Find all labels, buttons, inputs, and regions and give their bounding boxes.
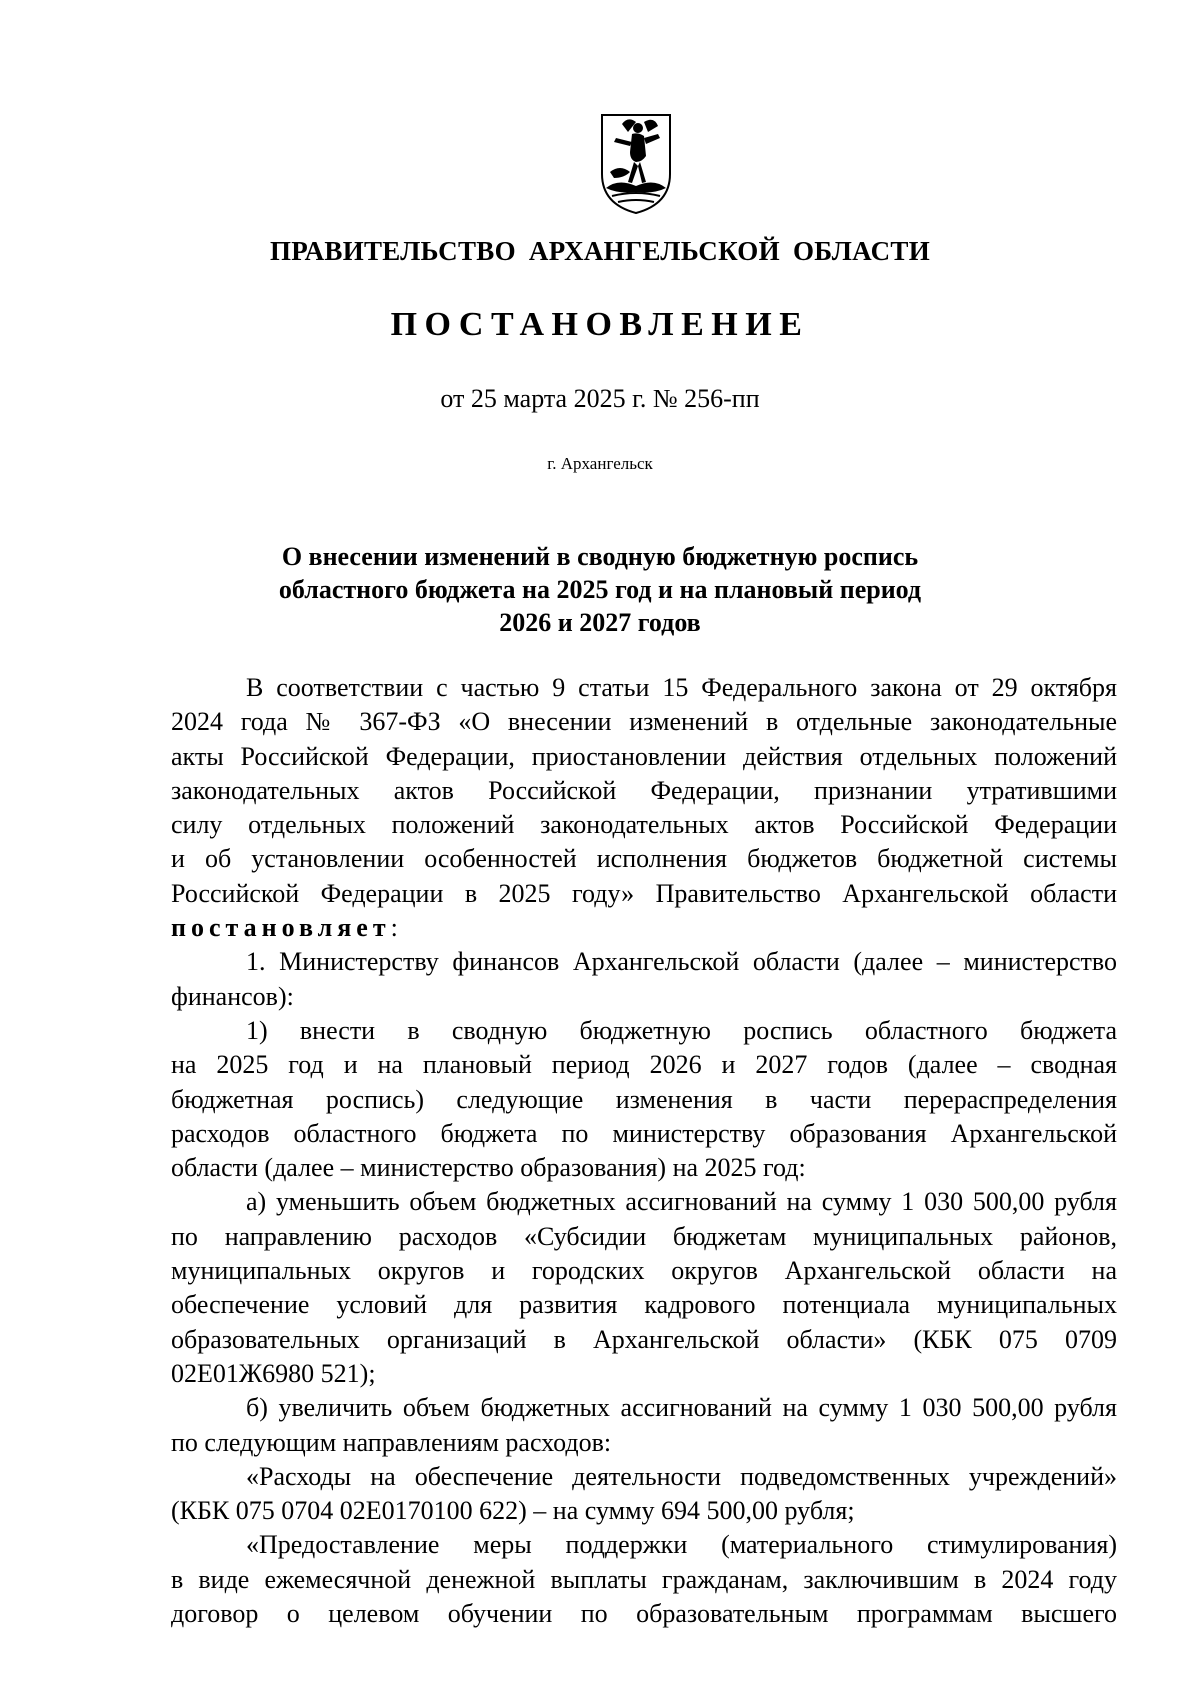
document-subject bbox=[0, 540, 1200, 639]
item-b-paragraph bbox=[171, 1391, 1117, 1460]
subject-line: О внесении изменений в сводную бюджетную роспись bbox=[281, 542, 919, 571]
document-type: ПОСТАНОВЛЕНИЕ bbox=[390, 306, 810, 343]
text-line: Российской Федерации в 2025 году» Правительство Архангельской области bbox=[171, 878, 1117, 908]
text-line: на 2025 год и на плановый период 2026 и 2027 годов (далее – сводная bbox=[171, 1050, 1117, 1080]
text-line: (КБК 075 0704 02Е0170100 622) – на сумму 694 500,00 рубля; bbox=[171, 1496, 855, 1526]
document-body bbox=[171, 671, 1117, 1631]
text-line: образовательных организаций в Архангельской области» (КБК 075 0709 bbox=[171, 1324, 1117, 1354]
text-line: а) уменьшить объем бюджетных ассигнований на сумму 1 030 500,00 рубля bbox=[246, 1187, 1117, 1217]
subject-line: областного бюджета на 2025 год и на плановый период bbox=[278, 575, 922, 604]
item-1-paragraph bbox=[171, 945, 1117, 1014]
text-line: 1. Министерству финансов Архангельской области (далее – министерство bbox=[246, 947, 1117, 977]
item-a-paragraph bbox=[171, 1185, 1117, 1391]
text-line: 02Е01Ж6980 521); bbox=[171, 1358, 376, 1388]
text-line: 2024 года № 367-ФЗ «О внесении изменений в отдельные законодательные bbox=[171, 707, 1117, 737]
arkhangelsk-coat-of-arms-icon bbox=[598, 112, 674, 216]
item-b2-paragraph bbox=[171, 1528, 1117, 1631]
text-line: и об установлении особенностей исполнения бюджетов бюджетной системы bbox=[171, 844, 1117, 874]
text-line: по направлению расходов «Субсидии бюджетам муниципальных районов, bbox=[171, 1221, 1117, 1251]
text-line: 1) внести в сводную бюджетную роспись областного бюджета bbox=[246, 1015, 1117, 1045]
preamble-paragraph bbox=[171, 671, 1117, 945]
text-line: муниципальных округов и городских округов Архангельской области на bbox=[171, 1256, 1117, 1286]
text-line: по следующим направлениям расходов: bbox=[171, 1427, 612, 1457]
resolves-word: постановляет bbox=[171, 913, 391, 943]
text-line: б) увеличить объем бюджетных ассигнований на сумму 1 030 500,00 рубля bbox=[246, 1393, 1117, 1423]
text-line: области (далее – министерство образования) на 2025 год: bbox=[171, 1153, 806, 1183]
organization-title: ПРАВИТЕЛЬСТВО АРХАНГЕЛЬСКОЙ ОБЛАСТИ bbox=[269, 236, 931, 266]
text-line: законодательных актов Российской Федерации, признании утратившими bbox=[171, 775, 1117, 805]
text-line: договор о целевом обучении по образовательным программам высшего bbox=[171, 1599, 1117, 1629]
text-line: В соответствии с частью 9 статьи 15 Федерального закона от 29 октября bbox=[246, 673, 1117, 702]
item-b1-paragraph bbox=[171, 1460, 1117, 1529]
text-line: обеспечение условий для развития кадрового потенциала муниципальных bbox=[171, 1290, 1117, 1320]
item-1-1-paragraph bbox=[171, 1014, 1117, 1185]
resolves-colon: : bbox=[390, 913, 398, 943]
text-line: финансов): bbox=[171, 981, 294, 1011]
document-city: г. Архангельск bbox=[547, 454, 653, 473]
subject-line: 2026 и 2027 годов bbox=[499, 608, 701, 637]
text-line: «Предоставление меры поддержки (материального стимулирования) bbox=[246, 1530, 1117, 1560]
text-line: силу отдельных положений законодательных актов Российской Федерации bbox=[171, 810, 1117, 840]
text-line: акты Российской Федерации, приостановлении действия отдельных положений bbox=[171, 741, 1117, 771]
text-line: в виде ежемесячной денежной выплаты гражданам, заключившим в 2024 году bbox=[171, 1564, 1117, 1594]
document-date-number: от 25 марта 2025 г. № 256-пп bbox=[440, 384, 760, 413]
text-line: «Расходы на обеспечение деятельности подведомственных учреждений» bbox=[246, 1461, 1117, 1491]
text-line: бюджетная роспись) следующие изменения в части перераспределения bbox=[171, 1084, 1117, 1114]
text-line: расходов областного бюджета по министерству образования Архангельской bbox=[171, 1118, 1117, 1148]
resolves-line bbox=[171, 911, 1117, 945]
